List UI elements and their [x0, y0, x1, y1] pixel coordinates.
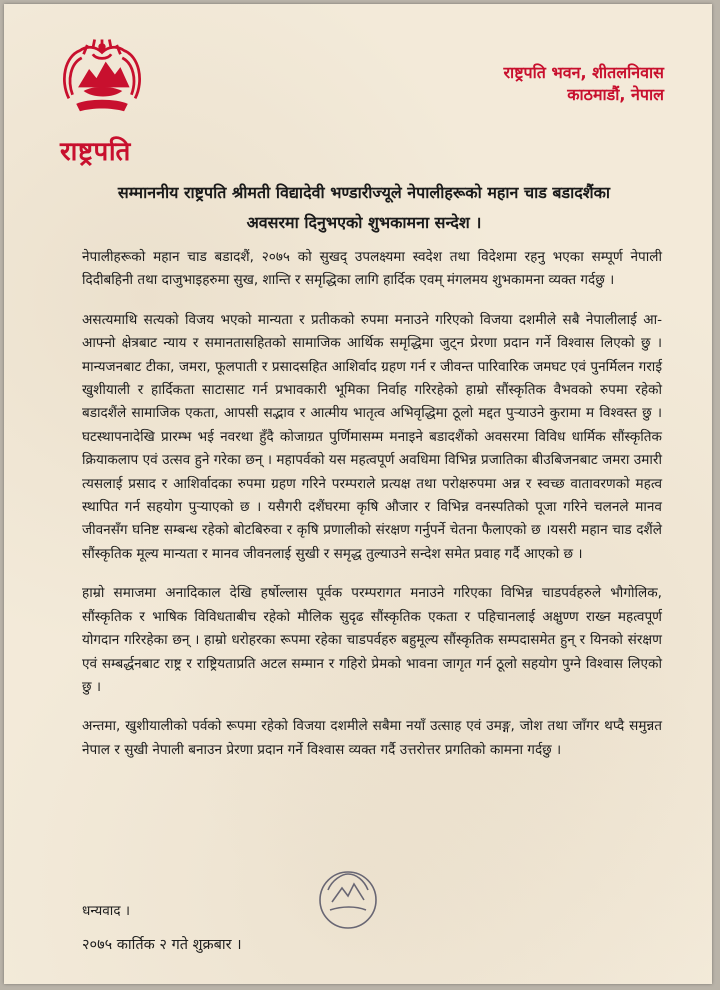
emblem-label: राष्ट्रपति — [60, 137, 131, 167]
address-line-1: राष्ट्रपति भवन, शीतलनिवास — [503, 63, 664, 82]
paragraph: असत्यमाथि सत्यको विजय भएको मान्यता र प्रतीकको रुपमा मनाउने गरिएको विजया दशमीले सबै नेपालीलाई आ-आफ्नो क्षेत्रबाट न्याय र समानतासहितको सामाजिक आर्थिक समृद्धिमा जुट्न प्रेरणा प्रदान गर्ने विश्वास लिएको छु । मान्यजनबाट टीका, जमरा, फूलपाती र प्रसादसहित आशिर्वाद ग्रहण गर्न र जीवन्त पारिवारिक जमघट एवं पुनर्मिलन गराई खुशीयाली र हार्दिकता साटासाट गर्न प्रभावकारी भूमिका निर्वाह गरिरहेको हाम्रो सौंस्कृतिक वैभवको रुपमा रहेको बडादशैंले सामाजिक एकता, आपसी सद्भाव र आत्मीय भातृत्व अभिवृद्धिमा ठूलो मद्दत पुऱ्याउने कुरामा म विश्वस्त छु । घटस्थापनादेखि प्रारम्भ भई नवरथा हुँदै कोजाग्रत पुर्णिमासम्म मनाइने बडादशैंको अवसरमा विविध धार्मिक सौंस्कृतिक क्रियाकलाप एवं उत्सव हुने गरेका छन् । महापर्वको यस महत्वपूर्ण अवधिमा विभिन्न प्रजातिका बीउबिजनबाट जमरा उमारी त्यसलाई प्रसाद र आशिर्वादका रुपमा ग्रहण गरिने परम्पराले प्रत्यक्ष तथा परोक्षरुपमा अन्न र स्वच्छ वातावरणको महत्व स्थापित गर्न सहयोग पुऱ्याएको छ । यसैगरी दशैंघरमा कृषि औजार र विभिन्न वनस्पतिको पूजा गरिने चलनले मानव जीवनसँग घनिष्ट सम्बन्ध रहेको बोटबिरुवा र कृषि प्रणालीको संरक्षण गर्नुपर्ने चेतना फैलाएको छ ।यसरी महान चाड दशैंले सौंस्कृतिक मूल्य मान्यता र मानव जीवनलाई सुखी र समृद्ध तुल्याउने सन्देश समेत प्रवाह गर्दै आएको छ । — [82, 311, 662, 562]
closing-thanks: धन्यवाद । — [82, 903, 131, 919]
letterhead-address — [504, 62, 665, 106]
letter-page — [4, 4, 712, 984]
paragraph: अन्तमा, खुशीयालीको पर्वको रूपमा रहेको विजया दशमीले सबैमा नयाँ उत्साह एवं उमङ्ग, जोश तथा जाँगर थप्दै समुन्नत नेपाल र सुखी नेपाली बनाउन प्रेरणा प्रदान गर्ने विश्वास व्यक्त गर्दै उत्तरोत्तर प्रगतिको कामना गर्दछु । — [82, 718, 662, 758]
address-line-2: काठमाडौं, नेपाल — [567, 85, 664, 104]
message-title — [74, 178, 654, 238]
message-body — [82, 246, 662, 778]
paragraph: हाम्रो समाजमा अनादिकाल देखि हर्षोल्लास पूर्वक परम्परागत मनाउने गरिएका विभिन्न चाडपर्वहरुले भौगोलिक, सौंस्कृतिक र भाषिक विविधताबीच रहेको मौलिक सुदृढ सौंस्कृतिक एकता र पहिचानलाई अक्षुण्ण राख्न महत्वपूर्ण योगदान गरिरहेका छन् । हाम्रो धरोहरका रूपमा रहेका चाडपर्वहरु बहुमूल्य सौंस्कृतिक सम्पदासमेत हुन् र यिनको संरक्षण एवं सम्बर्द्धनबाट राष्ट्र र राष्ट्रियताप्रति अटल सम्मान र गहिरो प्रेमको भावना जागृत गर्न ठूलो सहयोग पुग्ने विश्वास लिएको छु । — [82, 585, 662, 695]
closing-date: २०७५ कार्तिक २ गते शुक्रबार । — [82, 937, 242, 953]
national-emblem-icon — [56, 34, 148, 126]
office-stamp — [298, 860, 428, 980]
paragraph: नेपालीहरूको महान चाड बडादशैं, २०७५ को सुखद् उपलक्ष्यमा स्वदेश तथा विदेशमा रहनु भएका सम्पूर्ण नेपाली दिदीबहिनी तथा दाजुभाइहरुमा सुख, शान्ति र समृद्धिका लागि हार्दिक एवम् मंगलमय शुभकामना व्यक्त गर्दछु । — [82, 249, 662, 289]
title-line-1: सम्माननीय राष्ट्रपति श्रीमती विद्यादेवी भण्डारीज्यूले नेपालीहरूको महान चाड बडादशैंका — [117, 183, 611, 202]
title-line-2: अवसरमा दिनुभएको शुभकामना सन्देश । — [246, 213, 482, 232]
